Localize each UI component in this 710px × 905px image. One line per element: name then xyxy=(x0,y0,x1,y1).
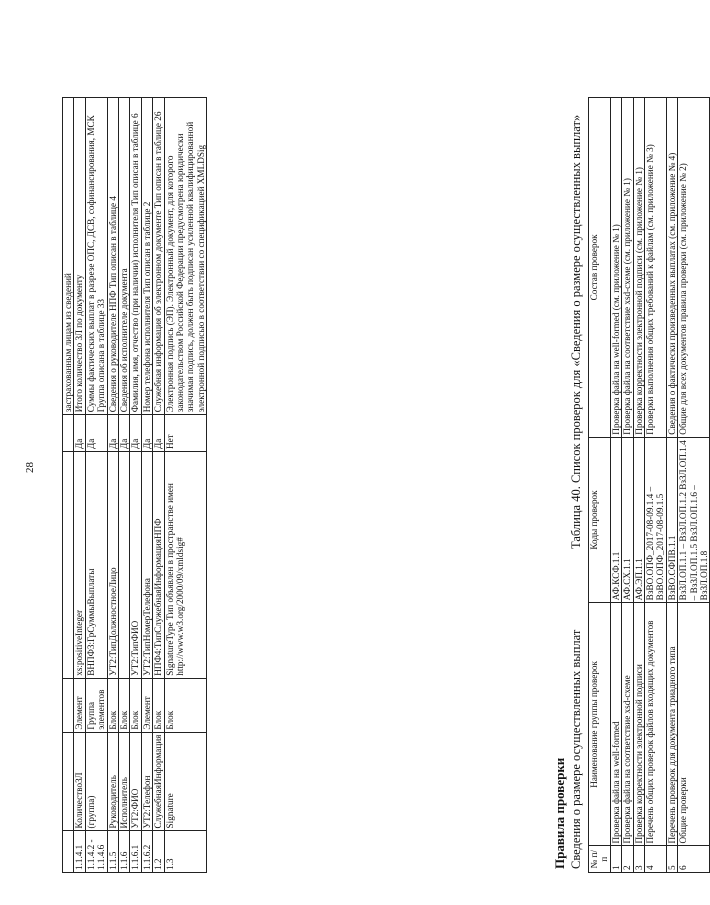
table-cell: КоличествоЗЛ xyxy=(74,732,85,831)
table-caption: Таблица 40. Список проверок для «Сведения о размере осуществленных выплат» xyxy=(569,114,583,549)
structure-table xyxy=(62,97,207,873)
table-cell: Да xyxy=(85,415,107,452)
table-cell xyxy=(63,452,74,679)
table-cell: Фамилия, имя, отчество (при наличии) исполнителя Тип описан в таблице 6 xyxy=(130,98,141,415)
checks-table xyxy=(588,97,710,873)
table-cell: застрахованным лицам из сведений xyxy=(63,98,74,415)
table-cell xyxy=(63,732,74,831)
column-header: Наименование группы проверок xyxy=(589,603,611,846)
table-cell: Проверка корректности электронной подписи xyxy=(633,603,644,846)
table-cell: Нет xyxy=(164,415,207,452)
table-cell xyxy=(63,415,74,452)
table-cell: Проверка файла на well-formed (см. приложение № 1) xyxy=(610,98,621,438)
table-cell: 5 xyxy=(666,846,677,873)
table-cell: Элемент xyxy=(74,678,85,732)
table-cell: Блок xyxy=(164,678,207,732)
table-cell: Signature xyxy=(164,732,207,831)
table-cell: Элемент xyxy=(141,678,152,732)
table-cell: 4 xyxy=(645,846,667,873)
table-row xyxy=(622,98,633,873)
table-cell: 1.3 xyxy=(164,831,207,873)
section-heading: Правила проверки xyxy=(552,757,567,869)
table-cell: (группа) xyxy=(85,732,107,831)
table-row xyxy=(153,98,164,873)
table-cell: Группа элементов xyxy=(85,678,107,732)
table-cell xyxy=(63,831,74,873)
table-cell: 1.1.5 xyxy=(107,831,118,873)
table-row xyxy=(164,98,207,873)
table-cell: Проверка файла на well-formed xyxy=(610,603,621,846)
table-cell: ВзЗЛ.ОП.1.1 – ВзЗЛ.ОП.1.2 ВзЗЛ.ОП.1.4 – ВзЗЛ.ОП.1.5 ВзЗЛ.ОП.1.6 – ВзЗЛ.ОП.1.8 xyxy=(678,437,710,603)
table-cell xyxy=(63,678,74,732)
table-cell: Да xyxy=(153,415,164,452)
table-cell: АФ.СХ.1.1 xyxy=(622,437,633,603)
table-cell: УТ2:ТипДолжностноеЛицо xyxy=(107,452,118,679)
table-cell: Блок xyxy=(119,678,130,732)
table-cell: Сведения об исполнителе документа xyxy=(119,98,130,415)
table-cell: Блок xyxy=(107,678,118,732)
table-row xyxy=(130,98,141,873)
table-cell: Да xyxy=(141,415,152,452)
column-header: Коды проверок xyxy=(589,437,611,603)
table-cell: 1.1.4.1 xyxy=(74,831,85,873)
table-cell: НПФ4:ТипСлужебнаяИнформацияНПФ xyxy=(153,452,164,679)
table-cell: ВзВО.ОПФ_2017-08-09.1.4 – ВзВО.ОПФ_2017-08-09.1.5 xyxy=(645,437,667,603)
table-row xyxy=(666,98,677,873)
table-cell: УТ2:ТипНомерТелефона xyxy=(141,452,152,679)
table-row xyxy=(610,98,621,873)
table-row xyxy=(678,98,710,873)
table-cell: 1.1.4.2 - 1.1.4.6 xyxy=(85,831,107,873)
table-cell: УТ2:ФИО xyxy=(130,732,141,831)
table-cell: 1.2 xyxy=(153,831,164,873)
table-cell: СлужебнаяИнформация xyxy=(153,732,164,831)
table-cell: АФ.ЭП.1.1 xyxy=(633,437,644,603)
column-header: Состав проверок xyxy=(589,98,611,438)
table-header-row xyxy=(589,98,611,873)
table-cell: Общие проверки xyxy=(678,603,710,846)
table-cell: 1.1.6.1 xyxy=(130,831,141,873)
table-cell: Исполнитель xyxy=(119,732,130,831)
table-cell: Перечень проверок для документа триадного типа xyxy=(666,603,677,846)
table-cell: Проверки выполнения общих требований к файлам (см. приложение № 3) xyxy=(645,98,667,438)
table-cell: Да xyxy=(130,415,141,452)
table-cell: Электронная подпись (ЭП). Электронный документ, для которого законодательством Российской Федерации предусмотрена юридически значимая подпись, должен быть подписан усиленной квалифицированной электронной подписью в соответствии со спецификацией XMLDSig xyxy=(164,98,207,415)
table-cell: Суммы фактических выплат в разрезе ОПС, ДСВ, софинансирования, МСК Группа описана в таблице 33 xyxy=(85,98,107,415)
table-row xyxy=(645,98,667,873)
table-cell: Сведения о руководителе НПФ Тип описан в таблице 4 xyxy=(107,98,118,415)
table-cell: Сведения о фактически произведенных выплатах (см. приложение № 4) xyxy=(666,98,677,438)
table-row xyxy=(85,98,107,873)
table-row xyxy=(107,98,118,873)
table-cell: Итого количество ЗЛ по документу xyxy=(74,98,85,415)
subsection-heading: Сведения о размере осуществленных выплат xyxy=(569,629,583,869)
table-cell: УТ2:Телефон xyxy=(141,732,152,831)
table-cell: Общие для всех документов правила проверки (см. приложение № 2) xyxy=(678,98,710,438)
table-cell: xs:positiveInteger xyxy=(74,452,85,679)
table-cell: Служебная информация об электронном документе Тип описан в таблице 26 xyxy=(153,98,164,415)
table-cell: 3 xyxy=(633,846,644,873)
table-row xyxy=(74,98,85,873)
table-cell: 1.1.6.2 xyxy=(141,831,152,873)
table-cell: SignatureType Тип объявлен в пространстве имен http://www.w3.org/2000/09/xmldsig# xyxy=(164,452,207,679)
table-cell: 1 xyxy=(610,846,621,873)
table-row xyxy=(63,98,74,873)
table-row xyxy=(119,98,130,873)
table-cell: Перечень общих проверок файлов входящих документов xyxy=(645,603,667,846)
table-row xyxy=(141,98,152,873)
table-cell: Руководитель xyxy=(107,732,118,831)
table-cell: Проверка файла на соответствие xsd-схеме xyxy=(622,603,633,846)
table-cell: Да xyxy=(107,415,118,452)
table-cell: Да xyxy=(74,415,85,452)
table-cell: ВНПФ3:ГрСуммыВыплаты xyxy=(85,452,107,679)
table-cell: ВзВО.СФПВ.1.1 xyxy=(666,437,677,603)
table-row xyxy=(633,98,644,873)
table-cell: Да xyxy=(119,415,130,452)
table-cell: АФ.КСФ.1.1 xyxy=(610,437,621,603)
table-cell: Проверка корректности электронной подписи (см. приложение № 1) xyxy=(633,98,644,438)
column-header: № п/п xyxy=(589,846,611,873)
table-cell: 1.1.6 xyxy=(119,831,130,873)
page-number: 28 xyxy=(24,462,36,473)
table-cell: Номер телефона исполнителя Тип описан в таблице 2 xyxy=(141,98,152,415)
table-cell: Проверка файла на соответствие xsd-схеме (см. приложение № 1) xyxy=(622,98,633,438)
table-cell: Блок xyxy=(153,678,164,732)
table-cell: 6 xyxy=(678,846,710,873)
table-cell xyxy=(119,452,130,679)
table-cell: УТ2:ТипФИО xyxy=(130,452,141,679)
table-cell: 2 xyxy=(622,846,633,873)
table-cell: Блок xyxy=(130,678,141,732)
